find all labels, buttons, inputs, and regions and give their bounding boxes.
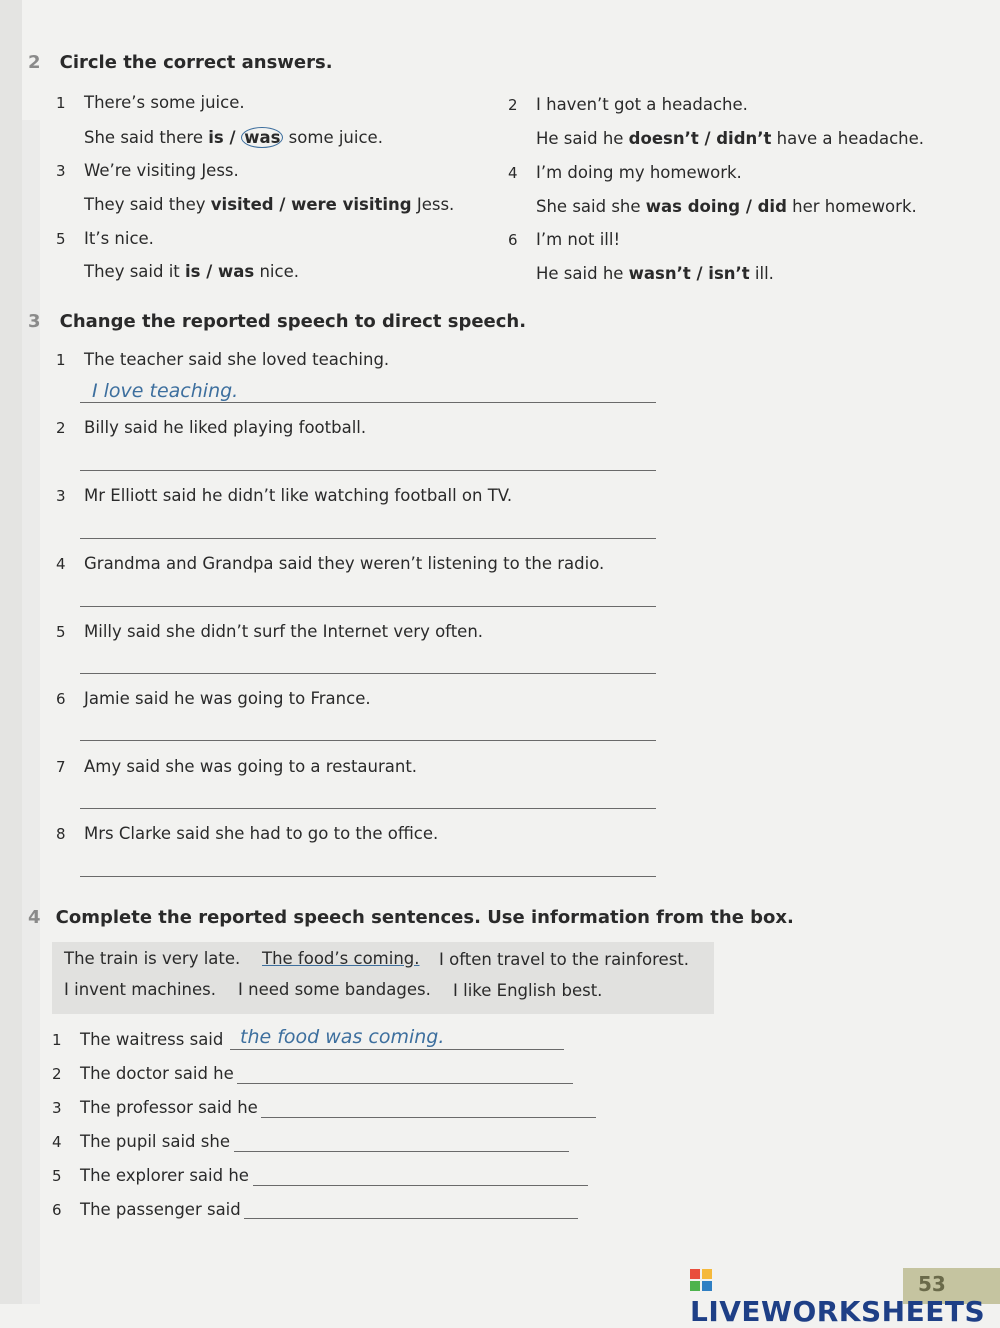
option-2[interactable]: isn’t — [708, 264, 750, 283]
ex2-item-2-answer — [536, 129, 924, 148]
answer-prefix: She said she — [536, 197, 646, 216]
option-2[interactable]: did — [757, 197, 787, 216]
answer-line[interactable] — [230, 1049, 564, 1050]
item-text: Amy said she was going to a restaurant. — [84, 757, 418, 776]
option-separator: / — [698, 129, 717, 148]
answer-suffix: ill. — [749, 264, 774, 283]
item-number: 3 — [56, 162, 66, 180]
answer-prefix: They said they — [84, 195, 211, 214]
item-text: The pupil said she — [80, 1132, 230, 1151]
item-number: 1 — [52, 1031, 62, 1049]
answer-line[interactable] — [261, 1117, 596, 1118]
item-number: 3 — [56, 487, 66, 505]
ex2-item-3-answer — [84, 195, 454, 214]
answer-suffix: have a headache. — [771, 129, 924, 148]
item-number: 4 — [508, 164, 518, 182]
ex2-item-1-question — [56, 93, 245, 112]
ex2-item-4-question — [508, 163, 742, 182]
answer-line[interactable] — [80, 538, 656, 539]
question-text: I’m not ill! — [536, 230, 621, 249]
box-phrase: I often travel to the rainforest. — [439, 950, 690, 969]
answer-prefix: He said he — [536, 129, 629, 148]
liveworksheets-logo-icon — [690, 1269, 712, 1291]
item-text: The teacher said she loved teaching. — [84, 350, 390, 369]
option-2-circled[interactable]: was — [241, 127, 283, 148]
answer-suffix: Jess. — [411, 195, 455, 214]
option-separator: / — [223, 128, 242, 147]
box-phrase: I need some bandages. — [238, 980, 431, 999]
option-separator: / — [740, 197, 758, 216]
item-number: 5 — [56, 623, 66, 641]
ex4-item-4 — [52, 1132, 230, 1151]
answer-line[interactable] — [80, 470, 656, 471]
answer-prefix: He said he — [536, 264, 629, 283]
item-number: 3 — [52, 1099, 62, 1117]
option-1[interactable]: visited — [210, 195, 274, 214]
ex3-item-5 — [56, 622, 483, 641]
option-separator: / — [273, 195, 292, 214]
ex2-item-6-answer — [536, 264, 774, 283]
answer-line[interactable] — [80, 808, 656, 809]
answer-line[interactable] — [244, 1218, 578, 1219]
option-1[interactable]: is — [185, 262, 201, 281]
item-text: The passenger said — [80, 1200, 241, 1219]
item-text: The explorer said he — [80, 1166, 249, 1185]
item-number: 6 — [56, 690, 66, 708]
exercise-number: 4 — [28, 907, 41, 928]
item-text: Billy said he liked playing football. — [84, 418, 367, 437]
option-2[interactable]: didn’t — [716, 129, 772, 148]
used-phrase: The food’s coming. — [262, 949, 420, 968]
item-number: 1 — [56, 351, 66, 369]
ex3-item-4 — [56, 554, 604, 573]
ex3-item-1 — [56, 350, 389, 369]
option-1[interactable]: is — [208, 128, 224, 147]
ex4-item-6 — [52, 1200, 241, 1219]
exercise-title: Change the reported speech to direct speech. — [59, 311, 527, 332]
ex2-item-1-answer — [84, 127, 383, 148]
item-number: 7 — [56, 758, 66, 776]
answer-suffix: some juice. — [283, 128, 383, 147]
page-edge — [0, 0, 22, 1304]
ex4-item-1 — [52, 1030, 223, 1049]
box-phrase: I invent machines. — [64, 980, 216, 999]
item-number: 1 — [56, 94, 66, 112]
item-number: 4 — [56, 555, 66, 573]
item-number: 2 — [56, 419, 66, 437]
ex4-answer-1-handwritten[interactable]: the food was coming. — [240, 1026, 445, 1048]
exercise-2-heading — [28, 52, 333, 73]
answer-line[interactable] — [253, 1185, 588, 1186]
answer-suffix: her homework. — [786, 197, 917, 216]
item-number: 2 — [52, 1065, 62, 1083]
answer-line[interactable] — [237, 1083, 573, 1084]
item-text: Mr Elliott said he didn’t like watching football on TV. — [84, 486, 513, 505]
page-number: 53 — [918, 1272, 946, 1296]
question-text: I haven’t got a headache. — [536, 95, 748, 114]
ex2-item-5-question — [56, 229, 154, 248]
question-text: I’m doing my homework. — [536, 163, 742, 182]
item-number: 8 — [56, 825, 66, 843]
answer-prefix: She said there — [84, 128, 209, 147]
ex3-answer-1-handwritten[interactable]: I love teaching. — [92, 380, 239, 402]
ex3-item-8 — [56, 824, 438, 843]
answer-line[interactable] — [80, 673, 656, 674]
item-number: 2 — [508, 96, 518, 114]
option-2[interactable]: were visiting — [291, 195, 412, 214]
ex3-item-2 — [56, 418, 366, 437]
answer-line[interactable] — [80, 876, 656, 877]
item-number: 6 — [52, 1201, 62, 1219]
exercise-3-heading — [28, 311, 526, 332]
item-text: Mrs Clarke said she had to go to the office. — [84, 824, 439, 843]
item-number: 5 — [52, 1167, 62, 1185]
item-text: The doctor said he — [80, 1064, 234, 1083]
answer-prefix: They said it — [84, 262, 186, 281]
option-1[interactable]: was doing — [645, 197, 741, 216]
ex3-item-7 — [56, 757, 417, 776]
answer-line[interactable] — [80, 606, 656, 607]
liveworksheets-logo — [690, 1262, 1000, 1328]
item-text: The professor said he — [80, 1098, 258, 1117]
option-separator: / — [200, 262, 219, 281]
option-separator: / — [690, 264, 709, 283]
item-number: 5 — [56, 230, 66, 248]
option-2[interactable]: was — [218, 262, 255, 281]
ex2-item-6-question — [508, 230, 620, 249]
ex2-item-4-answer — [536, 197, 917, 216]
exercise-4-heading — [28, 907, 794, 928]
exercise-title: Complete the reported speech sentences. Use information from the box. — [55, 907, 794, 928]
item-number: 6 — [508, 231, 518, 249]
box-phrase-used — [262, 949, 420, 968]
exercise-number: 2 — [28, 52, 41, 73]
ex3-item-3 — [56, 486, 512, 505]
item-text: Jamie said he was going to France. — [84, 689, 371, 708]
ex2-item-3-question — [56, 161, 239, 180]
ex4-item-2 — [52, 1064, 234, 1083]
answer-line[interactable] — [80, 402, 656, 403]
option-1[interactable]: doesn’t — [628, 129, 699, 148]
item-number: 4 — [52, 1133, 62, 1151]
ex3-item-6 — [56, 689, 371, 708]
exercise-number: 3 — [28, 311, 41, 332]
question-text: It’s nice. — [84, 229, 154, 248]
box-phrase: The train is very late. — [64, 949, 241, 968]
ex2-item-5-answer — [84, 262, 299, 281]
answer-line[interactable] — [80, 740, 656, 741]
item-text: Milly said she didn’t surf the Internet very often. — [84, 622, 484, 641]
exercise-title: Circle the correct answers. — [59, 52, 333, 73]
item-text: The waitress said — [80, 1030, 224, 1049]
item-text: Grandma and Grandpa said they weren’t listening to the radio. — [84, 554, 605, 573]
answer-line[interactable] — [234, 1151, 569, 1152]
ex4-item-5 — [52, 1166, 249, 1185]
page-edge-shadow — [22, 120, 40, 1304]
question-text: There’s some juice. — [84, 93, 245, 112]
ex2-item-2-question — [508, 95, 748, 114]
logo-text: LIVEWORKSHEETS — [690, 1295, 986, 1328]
question-text: We’re visiting Jess. — [84, 161, 239, 180]
answer-suffix: nice. — [254, 262, 299, 281]
ex4-item-3 — [52, 1098, 258, 1117]
option-1[interactable]: wasn’t — [628, 264, 691, 283]
box-phrase: I like English best. — [453, 981, 603, 1000]
